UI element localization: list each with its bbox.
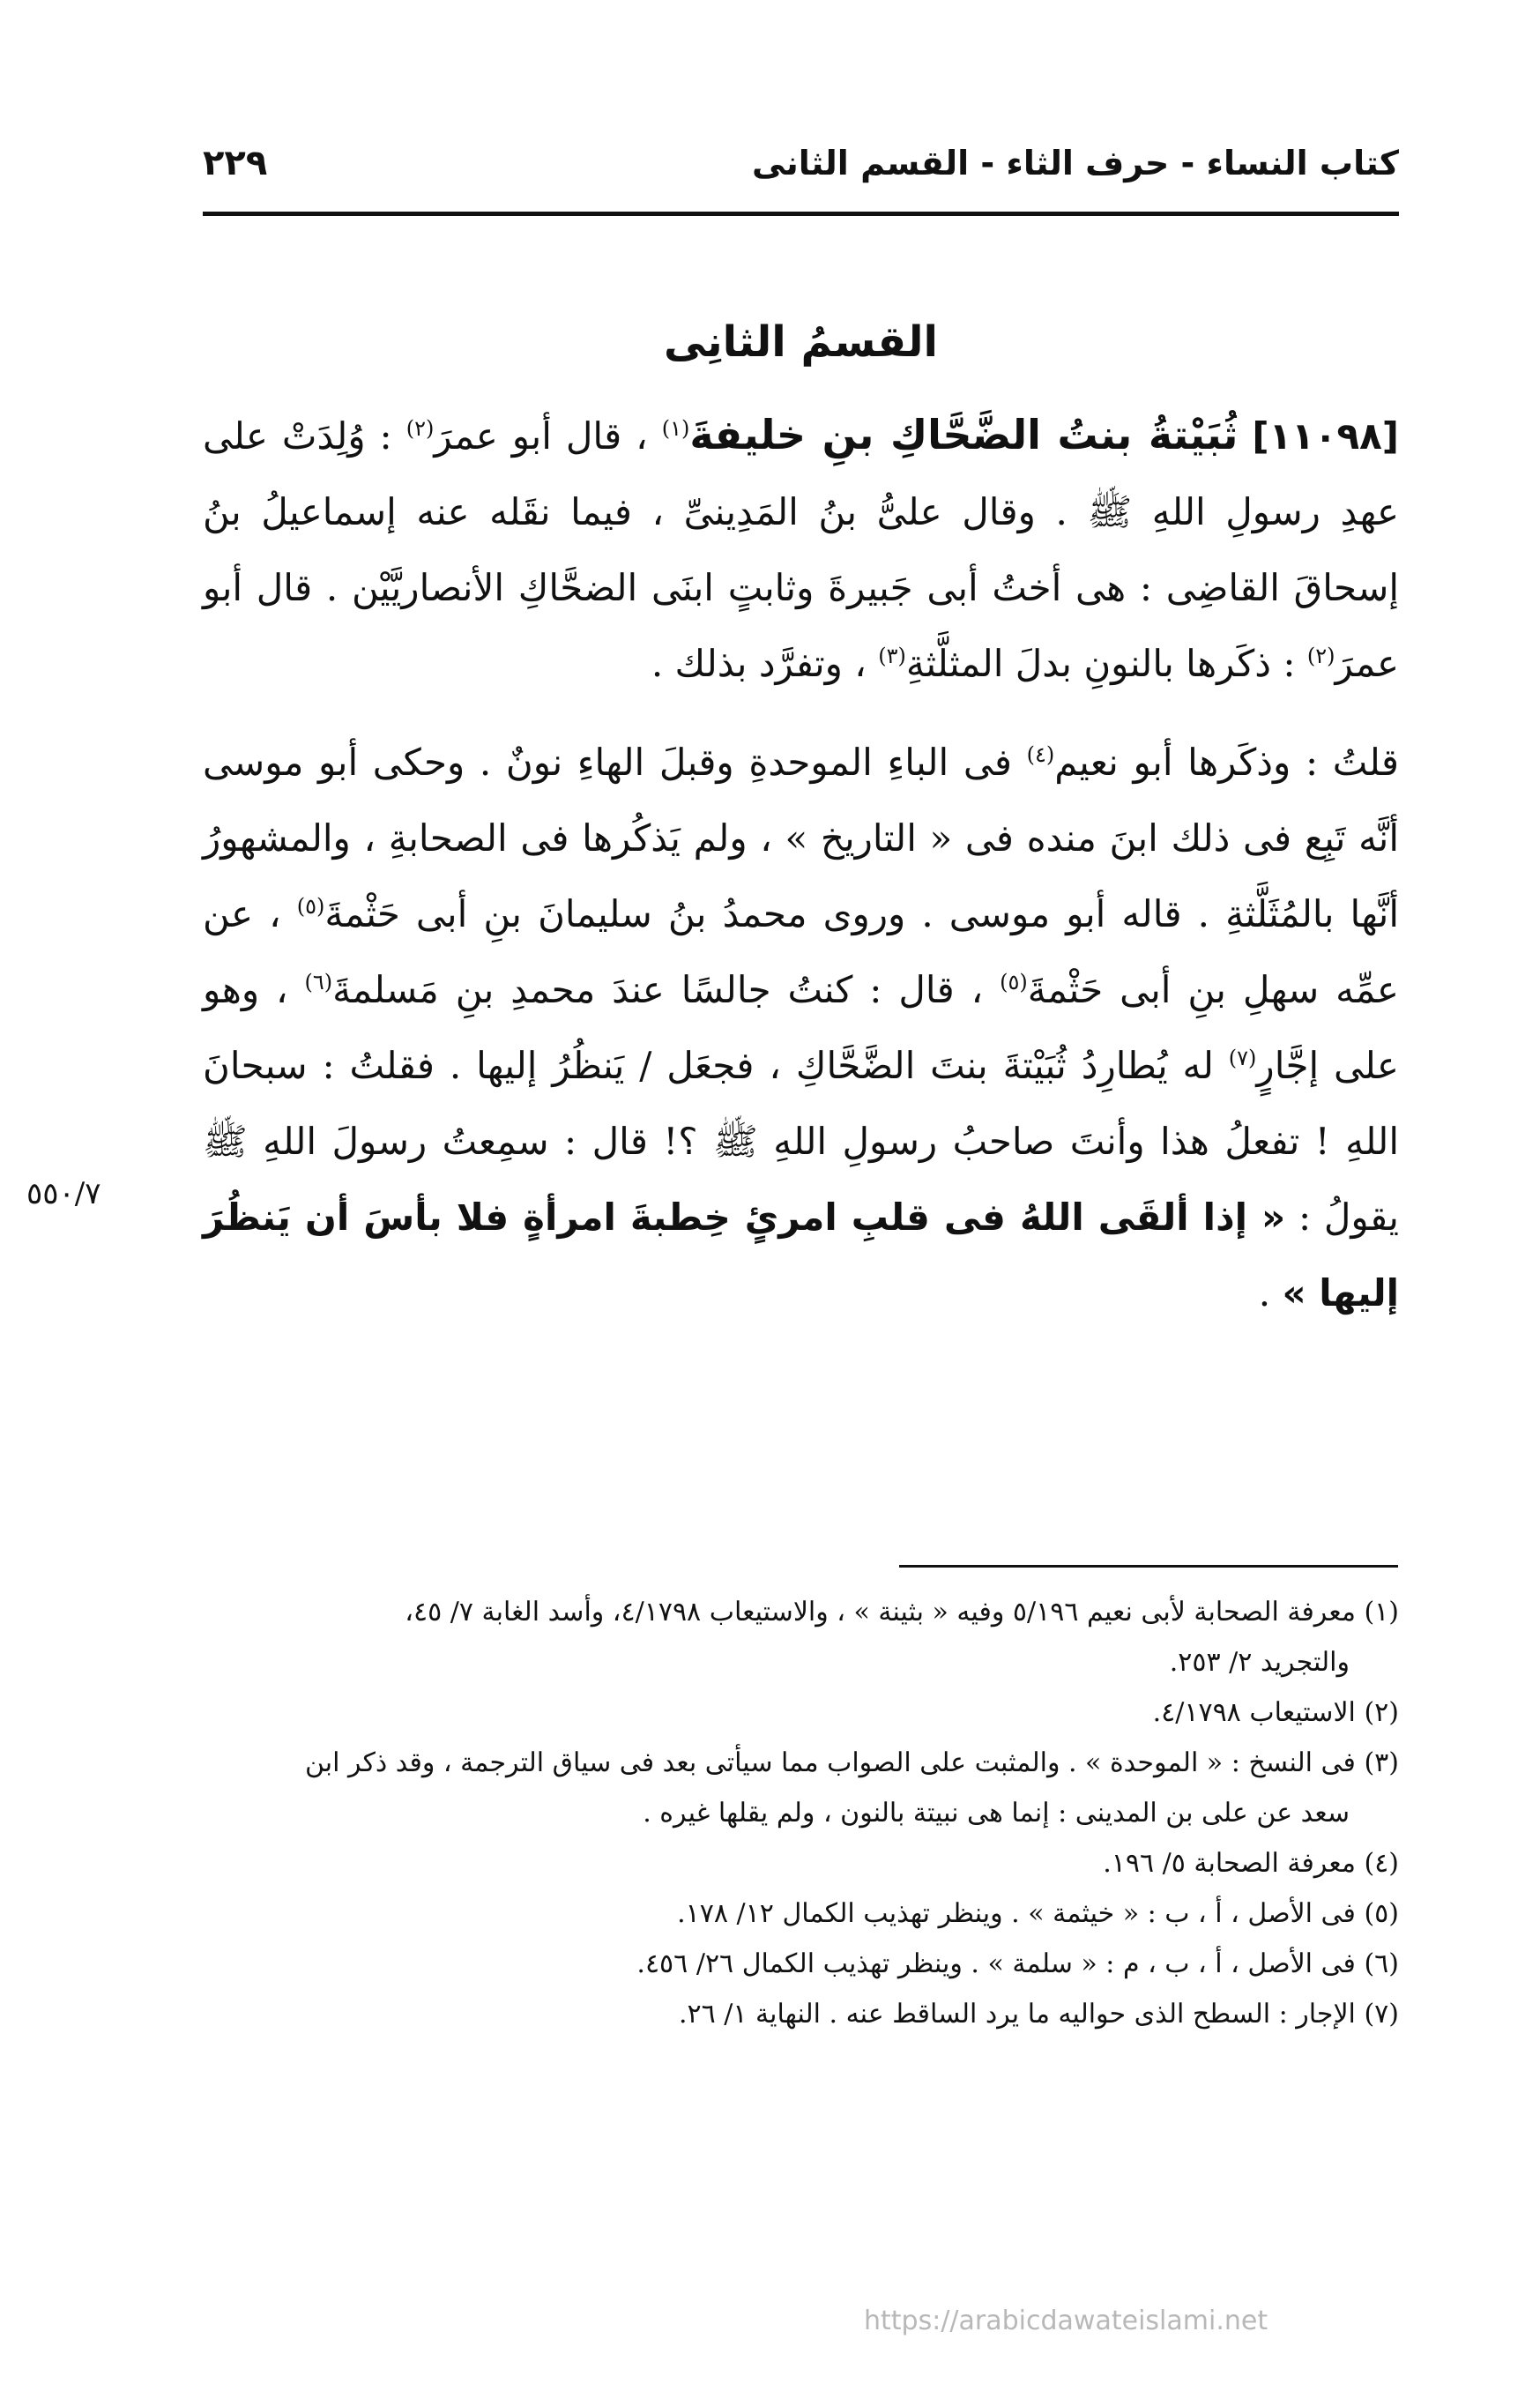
footnote	[203, 1738, 1399, 1838]
footnote	[203, 1838, 1399, 1888]
entry-paragraph	[203, 397, 1399, 702]
footnote-text: فى الأصل ، أ ، ب : « خيثمة » . وينظر تهذيب الكمال ١٢/ ١٧٨.	[677, 1898, 1356, 1929]
footnotes	[203, 1587, 1399, 2039]
footnote-number: (٦)	[1364, 1948, 1399, 1979]
footnote-number: (٢)	[1364, 1697, 1399, 1728]
footnote-number: (٧)	[1364, 1999, 1399, 2030]
footnote-number: (٣)	[1364, 1747, 1399, 1778]
text-run: له يُطارِدُ ثُبَيْتةَ بنتَ الضَّحَّاكِ ، فجعَل / يَنظُرُ إليها . فقلتُ : سبحانَ اللهِ ! تفعلُ هذا وأنتَ صاحبُ رسولِ اللهِ ﷺ ؟! قال : سمِعتُ رسولَ اللهِ ﷺ يقولُ :	[203, 1044, 1399, 1239]
footnote-number: (٤)	[1364, 1848, 1399, 1879]
text-run: : ذكَرها بالنونِ بدلَ المثلَّثةِ	[905, 642, 1296, 685]
entry-number: [١١٠٩٨]	[1252, 414, 1399, 458]
footnote-text: معرفة الصحابة ٥/ ١٩٦.	[1103, 1848, 1356, 1879]
footnote	[203, 1687, 1399, 1738]
footnote-rule	[899, 1565, 1398, 1568]
footnote-continuation: والتجريد ٢/ ٢٥٣.	[1169, 1647, 1350, 1678]
text-run: ، قال : كنتُ جالسًا عندَ محمدِ بنِ مَسلمةَ	[332, 968, 984, 1011]
main-text	[203, 397, 1399, 1354]
footnote	[203, 1587, 1399, 1687]
margin-reference: ٥٥٠/٧	[26, 1176, 101, 1211]
footnote-text: معرفة الصحابة لأبى نعيم ٥/١٩٦ وفيه « بثينة » ، والاستيعاب ٤/١٧٩٨، وأسد الغابة ٧/ ٤٥،	[405, 1597, 1356, 1628]
footnote-marker: (٣)	[878, 644, 906, 668]
watermark-url: https://arabicdawateislami.net	[864, 2305, 1268, 2336]
footnote-marker: (٢)	[405, 416, 435, 441]
footnote-text: فى الأصل ، أ ، ب ، م : « سلمة » . وينظر تهذيب الكمال ٢٦/ ٤٥٦.	[636, 1948, 1356, 1979]
footnote	[203, 1939, 1399, 1989]
footnote-marker: (٦)	[304, 970, 333, 994]
footnote-continuation: سعد عن على بن المدينى : إنما هى نبيتة بالنون ، ولم يقلها غيره .	[643, 1798, 1350, 1829]
running-header	[203, 132, 1399, 194]
text-run: ، قال أبو عمرَ	[434, 414, 648, 458]
footnote-text: الاستيعاب ٤/١٧٩٨.	[1152, 1697, 1356, 1728]
text-run: ، عن عمِّه سهلِ بنِ أبى حَثْمةَ	[203, 892, 1399, 1011]
text-run: ، وهو على إجَّارٍ	[203, 968, 1399, 1087]
footnote-marker: (١)	[661, 416, 690, 441]
text-run: : وُلِدَتْ على عهدِ رسولِ اللهِ ﷺ . وقال علىُّ بنُ المَدِينىِّ ، فيما نقَله عنه إسماعيلُ بنُ إسحاقَ القاضِى : هى أختُ أبى جَبيرةَ وثابتٍ ابنَى الضحَّاكِ الأنصاريَّيْن . قال أبو عمرَ	[203, 414, 1399, 685]
footnote-text: الإجار : السطح الذى حواليه ما يرد الساقط عنه . النهاية ١/ ٢٦.	[678, 1999, 1356, 2030]
footnote-text: فى النسخ : « الموحدة » . والمثبت على الصواب مما سيأتى بعد فى سياق الترجمة ، وقد ذكر ابن	[304, 1747, 1356, 1778]
footnote-marker: (٥)	[1000, 970, 1028, 994]
footnote-marker: (٥)	[296, 894, 325, 919]
footnote-number: (٥)	[1364, 1898, 1399, 1929]
text-run: .	[1258, 1271, 1271, 1315]
footnote-number: (١)	[1364, 1597, 1399, 1628]
footnote	[203, 1989, 1399, 2039]
text-run: فى الباءِ الموحدةِ وقبلَ الهاءِ نونٌ . وحكى أبو موسى أنَّه تَبِع فى ذلك ابنَ منده فى « التاريخ » ، ولم يَذكُرها فى الصحابةِ ، والمشهورُ أنَّها بالمُثَلَّثةِ . قاله أبو موسى . وروى محمدُ بنُ سليمانَ بنِ أبى حَثْمةَ	[203, 741, 1399, 935]
entry-name: ثُبَيْتةُ بنتُ الضَّحَّاكِ بنِ خليفةَ	[689, 411, 1239, 458]
footnote	[203, 1888, 1399, 1939]
text-run: ، وتفرَّد بذلك .	[651, 642, 867, 685]
second-paragraph	[203, 725, 1399, 1331]
section-title: القسمُ الثانِى	[664, 317, 938, 367]
text-run: قلتُ : وذكَرها أبو نعيم	[1054, 741, 1399, 784]
page-number: ٢٢٩	[203, 143, 268, 183]
footnote-marker: (٧)	[1228, 1046, 1257, 1070]
running-title: كتاب النساء - حرف الثاء - القسم الثانى	[752, 144, 1399, 182]
hadith-quote: « إذا ألقَى اللهُ فى قلبِ امرئٍ خِطبةَ امرأةٍ فلا بأسَ أن يَنظُرَ إليها »	[203, 1196, 1399, 1315]
header-rule	[203, 212, 1399, 216]
footnote-marker: (٢)	[1306, 644, 1335, 668]
footnote-marker: (٤)	[1026, 742, 1055, 767]
